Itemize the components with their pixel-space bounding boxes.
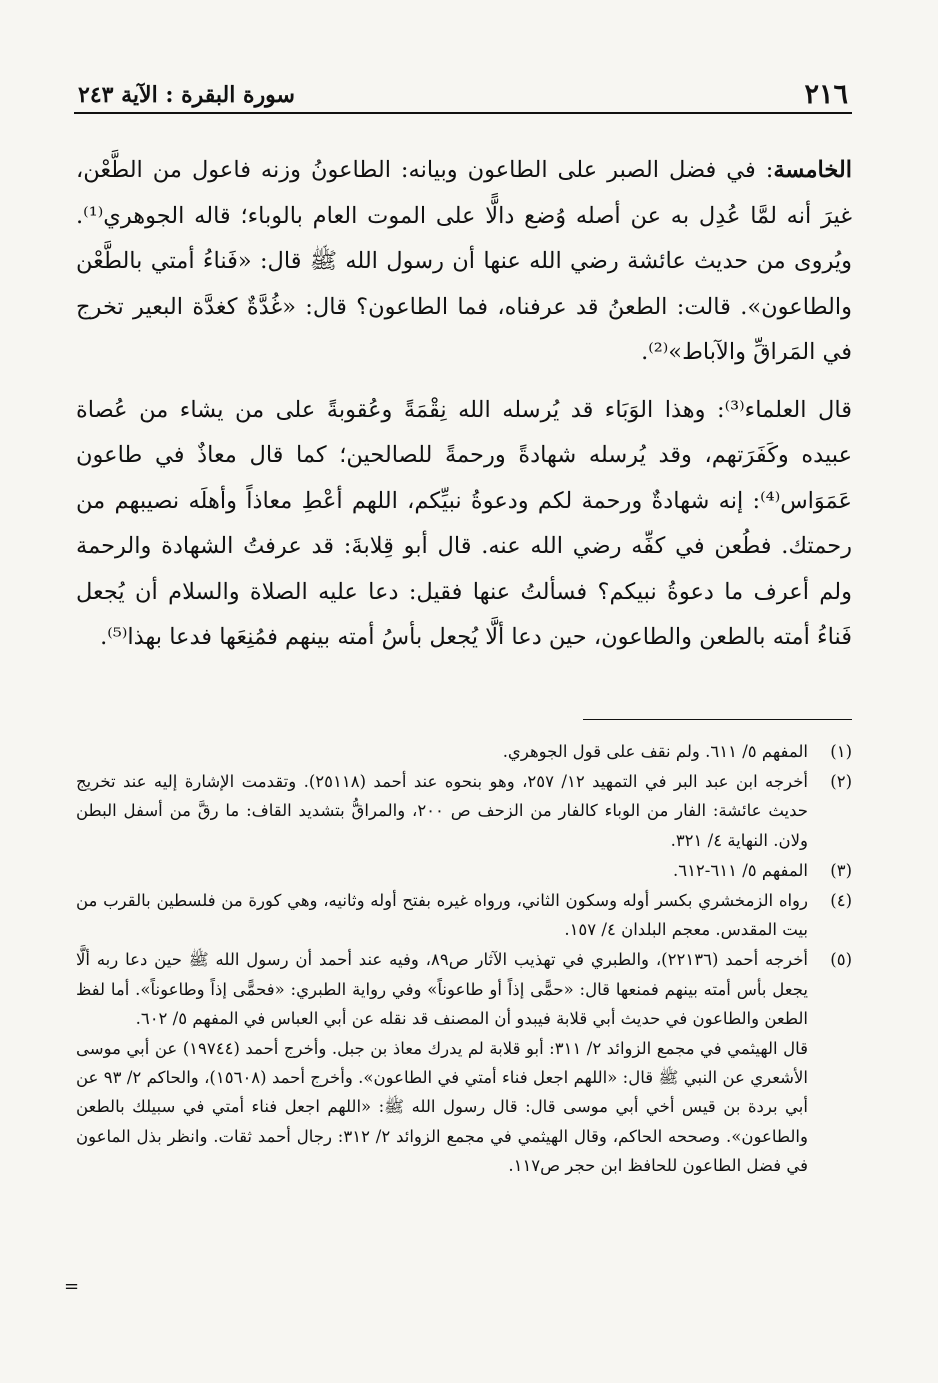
footnote-number: (٤) [830,891,852,911]
footnotes [76,737,852,1180]
footnote-text: المفهم ٥/ ٦١١. ولم نقف على قول الجوهري. [502,742,808,761]
header-rule [74,112,852,114]
footnote-5 [76,945,852,1033]
paragraph-2: قال العلماء⁽³⁾: وهذا الوَبَاء قد يُرسله الله نِقْمَةً وعُقوبةً على من يشاء من عُصاة عبيده وكَفَرَتهم، وقد يُرسله شهادةً ورحمةً للصالحين؛ كما قال معاذٌ في طاعون عَمَوَاس⁽⁴⁾: إنه شهادةٌ ورحمة لكم ودعوةُ نبيِّكم، اللهم أعْطِ معاذاً وأهلَه نصيبهم من رحمتك. فطُعن في كفِّه رضي الله عنه. قال أبو قِلابةَ: قد عرفتُ الشهادة والرحمة ولم أعرف ما دعوةُ نبيكم؟ فسألتُ عنها فقيل: دعا عليه الصلاة والسلام أن يُجعل فَناءُ أمته بالطعن والطاعون، حين دعا ألَّا يُجعل بأسُ أمته بينهم فمُنِعَها فدعا بهذا⁽⁵⁾. [76,396,852,650]
footnote-text: أخرجه أحمد (٢٢١٣٦)، والطبري في تهذيب الآثار ص٨٩، وفيه عند أحمد أن رسول الله ﷺ حين دعا ربه ألَّا يجعل بأس أمته بينهم فمنعها قال: «حمًّى إذاً أو طاعوناً» وفي رواية الطبري: «فحمًّى إذاً وطاعوناً». أما لفظ الطعن والطاعون في حديث أبي قلابة فيبدو أن المصنف قد نقله عن أبي العباس في المفهم ٥/ ٦٠٢. [76,950,808,1028]
footnote-text: أخرجه ابن عبد البر في التمهيد ١٢/ ٢٥٧، وهو بنحوه عند أحمد (٢٥١١٨). وتقدمت الإشارة إليه عند تخريج حديث عائشة: الفار من الوباء كالفار من الزحف ص ٢٠٠، والمراقُّ بتشديد القاف: ما رقَّ من أسفل البطن ولان. النهاية ٤/ ٣٢١. [76,772,808,850]
paragraph-1 [76,148,852,376]
footnote-5-continuation: قال الهيثمي في مجمع الزوائد ٢/ ٣١١: أبو قلابة لم يدرك معاذ بن جبل. وأخرج أحمد (١٩٧٤٤) عن أبي موسى الأشعري عن النبي ﷺ قال: «اللهم اجعل فناء أمتي في الطاعون». وأخرج أحمد (١٥٦٠٨)، والحاكم ٢/ ٩٣ عن أبي بردة بن قيس أخي أبي موسى قال: قال رسول الله ﷺ: «اللهم اجعل فناء أمتي في سبيلك بالطعن والطاعون». وصححه الحاكم، وقال الهيثمي في مجمع الزوائد ٢/ ٣١٢: رجال أحمد ثقات. وانظر بذل الماعون في فضل الطاعون للحافظ ابن حجر ص١١٧. [76,1039,808,1175]
page-number: ٢١٦ [804,79,848,110]
footnote-4 [76,886,852,944]
footnote-text: المفهم ٥/ ٦١١-٦١٢. [672,860,808,880]
footnote-number: (٥) [830,950,852,970]
paragraph-lead: الخامسة [773,157,852,183]
footnote-text: رواه الزمخشري بكسر أوله وسكون الثاني، ورواه غيره بفتح أوله وثانيه، وهي كورة من فلسطين بالقرب من بيت المقدس. معجم البلدان ٤/ ١٥٧. [76,891,808,940]
running-title: سورة البقرة : الآية ٢٤٣ [78,82,295,108]
footnote-number: (٢) [830,772,852,792]
footnote-number: (٣) [830,860,852,880]
footnote-rule [583,719,852,720]
footnote-1 [76,737,852,766]
main-text [76,148,852,661]
footnote-number: (١) [830,742,852,761]
page-header [78,70,848,110]
paragraph-1-text: : في فضل الصبر على الطاعون وبيانه: الطاعونُ وزنه فاعول من الطَّعْن، غيرَ أنه لمَّا عُدِل به عن أصله وُضع دالًّا على الموت العام بالوباء؛ قاله الجوهري⁽¹⁾. ويُروى من حديث عائشة رضي الله عنها أن رسول الله ﷺ قال: «فَناءُ أمتي بالطَّعْن والطاعون». قالت: الطعنُ قد عرفناه، فما الطاعون؟ قال: «غُدَّةٌ كغدَّة البعير تخرج في المَراقِّ والآباط»⁽²⁾. [76,157,852,365]
footnote-3 [76,856,852,885]
continuation-mark: = [64,1276,80,1297]
footnote-2 [76,767,852,855]
